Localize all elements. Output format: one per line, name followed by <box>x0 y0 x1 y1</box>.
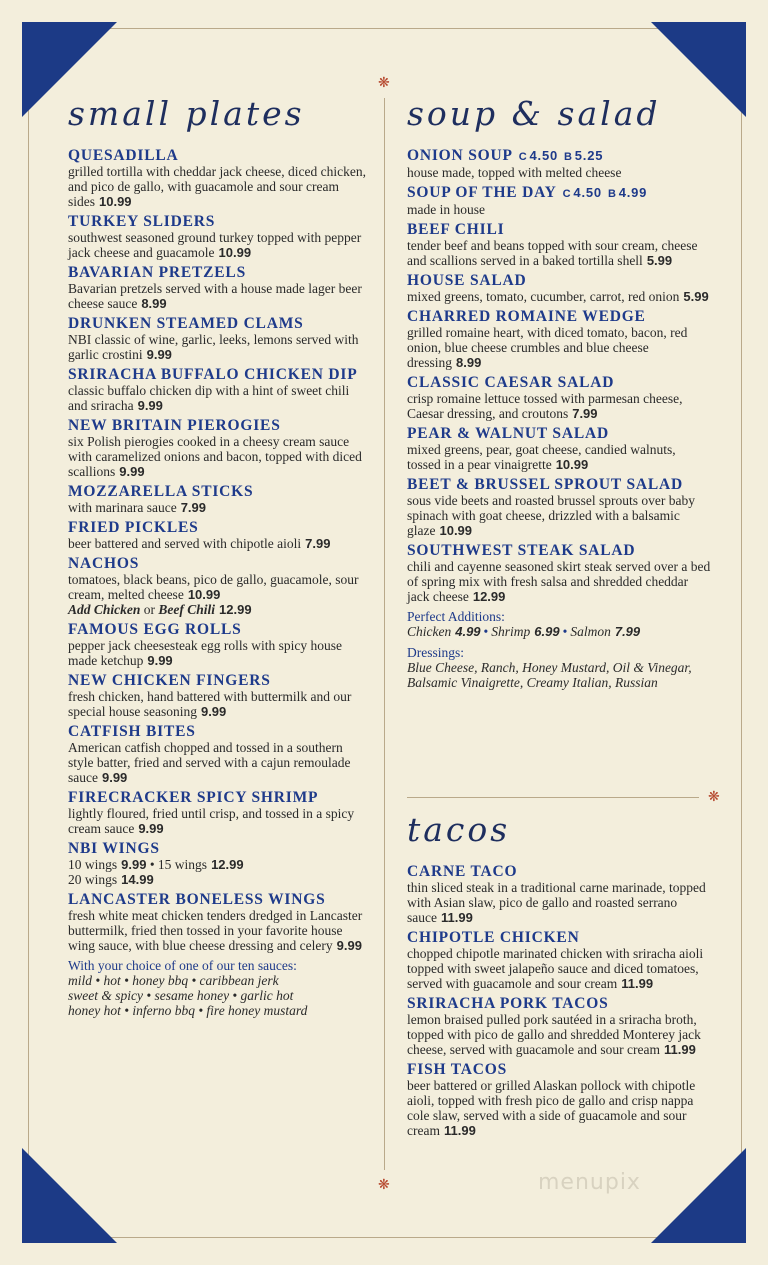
item-name: BAVARIAN PRETZELS <box>68 264 246 281</box>
item-name: DRUNKEN STEAMED CLAMS <box>68 315 304 332</box>
section-divider <box>407 797 699 798</box>
sauce-line: honey hot • inferno bbq • fire honey mustard <box>68 1003 308 1018</box>
item-desc: with marinara sauce 7.99 <box>68 500 207 515</box>
item-price: 9.99 <box>336 938 362 953</box>
item-price: 9.99 <box>146 347 172 362</box>
watermark: menupix <box>538 1170 641 1195</box>
item-name: NACHOS <box>68 555 140 572</box>
menu-item <box>407 1062 712 1138</box>
item-price: 9.99 <box>138 821 164 836</box>
item-name: FAMOUS EGG ROLLS <box>68 621 242 638</box>
item-price: 11.99 <box>621 976 654 991</box>
dressings-list: Blue Cheese, Ranch, Honey Mustard, Oil & Vinegar, Balsamic Vinaigrette, Creamy Italian, Russian <box>407 660 692 690</box>
additions-heading: Perfect Additions: <box>407 609 505 624</box>
item-name: LANCASTER BONELESS WINGS <box>68 891 326 908</box>
item-name: NEW CHICKEN FINGERS <box>68 672 271 689</box>
item-price: 10.99 <box>439 523 473 538</box>
item-desc: pepper jack cheesesteak egg rolls with spicy house made ketchup 9.99 <box>68 638 343 668</box>
menu-item <box>68 520 368 551</box>
menu-item <box>407 930 712 991</box>
menu-item <box>407 375 712 421</box>
item-price: 8.99 <box>141 296 167 311</box>
item-addon: Add Chicken or Beef Chili 12.99 <box>68 602 252 617</box>
menu-item <box>407 996 712 1057</box>
item-desc: crisp romaine lettuce tossed with parmesan cheese, Caesar dressing, and croutons 7.99 <box>407 391 683 421</box>
item-price: 10.99 <box>218 245 252 260</box>
sauce-heading: With your choice of one of our ten sauces: <box>68 958 297 973</box>
additions-list: Chicken 4.99 • Shrimp 6.99 • Salmon 7.99 <box>407 624 641 639</box>
small-plates-section <box>68 94 368 1018</box>
item-price: 5.99 <box>683 289 709 304</box>
menu-item <box>68 214 368 260</box>
menu-item-wings <box>68 841 368 887</box>
item-desc: 10 wings 9.99 • 15 wings 12.99 <box>68 857 244 872</box>
corner-decoration-bottom-right <box>651 1148 746 1243</box>
menu-item <box>68 622 368 668</box>
soup-salad-section <box>407 94 712 690</box>
item-desc: 20 wings 14.99 <box>68 872 154 887</box>
menu-item <box>407 222 712 268</box>
corner-decoration-bottom-left <box>22 1148 117 1243</box>
sauce-line: sweet & spicy • sesame honey • garlic hot <box>68 988 294 1003</box>
menu-item <box>407 273 712 304</box>
item-desc: lemon braised pulled pork sautéed in a sriracha broth, topped with pico de gallo and shredded Monterey jack cheese, served with guacamole and sour cream 11.99 <box>407 1012 701 1057</box>
item-price: 9.99 <box>147 653 173 668</box>
menu-item <box>407 426 712 472</box>
item-desc: six Polish pierogies cooked in a cheesy cream sauce with caramelized onions and bacon, topped with diced scallions 9.99 <box>68 434 362 479</box>
item-name: BEET & BRUSSEL SPROUT SALAD <box>407 476 684 493</box>
menu-item <box>68 790 368 836</box>
menu-item <box>68 892 368 953</box>
item-name: CHARRED ROMAINE WEDGE <box>407 308 646 325</box>
item-price: 9.99 <box>200 704 227 719</box>
item-desc: southwest seasoned ground turkey topped with pepper jack cheese and guacamole 10.99 <box>68 230 362 260</box>
item-desc: NBI classic of wine, garlic, leeks, lemons served with garlic crostini 9.99 <box>68 332 359 362</box>
item-name: ONION SOUP C 4.50 B 5.25 <box>407 147 604 164</box>
item-name: CARNE TACO <box>407 863 518 880</box>
menu-item <box>68 367 368 413</box>
item-desc: tomatoes, black beans, pico de gallo, guacamole, sour cream, melted cheese 10.99 <box>68 572 359 602</box>
item-name: PEAR & WALNUT SALAD <box>407 425 609 442</box>
item-name: MOZZARELLA STICKS <box>68 483 254 500</box>
menu-item <box>68 418 368 479</box>
item-name: BEEF CHILI <box>407 221 505 238</box>
section-title: small plates <box>68 94 305 133</box>
item-desc: mixed greens, tomato, cucumber, carrot, red onion 5.99 <box>407 289 709 304</box>
perfect-additions <box>407 609 712 639</box>
item-desc: tender beef and beans topped with sour cream, cheese and scallions served in a baked tortilla shell 5.99 <box>407 238 698 268</box>
item-name: HOUSE SALAD <box>407 272 527 289</box>
menu-item-nachos <box>68 556 368 617</box>
item-name: FISH TACOS <box>407 1061 508 1078</box>
item-name: FRIED PICKLES <box>68 519 199 536</box>
menu-item <box>407 864 712 925</box>
item-name: CATFISH BITES <box>68 723 196 740</box>
menu-item <box>407 477 712 538</box>
item-desc: beer battered and served with chipotle aioli 7.99 <box>68 536 331 551</box>
item-price: 11.99 <box>664 1042 696 1057</box>
item-desc: chopped chipotle marinated chicken with sriracha aioli topped with sweet jalapeño sauce and diced tomatoes, served with guacamole and sour cream 11.99 <box>407 946 704 991</box>
item-price: 10.99 <box>187 587 221 602</box>
item-desc: house made, topped with melted cheese <box>407 165 622 180</box>
item-desc: mixed greens, pear, goat cheese, candied walnuts, tossed in a pear vinaigrette 10.99 <box>407 442 676 472</box>
sauce-list <box>68 958 368 1018</box>
item-name: QUESADILLA <box>68 147 179 164</box>
item-desc: grilled romaine heart, with diced tomato, bacon, red onion, blue cheese crumbles and blue cheese dressing 8.99 <box>407 325 688 370</box>
item-price: 7.99 <box>305 536 331 551</box>
item-desc: chili and cayenne seasoned skirt steak served over a bed of spring mix with fresh salsa and shredded cheddar jack cheese 12.99 <box>407 559 711 604</box>
menu-item <box>68 724 368 785</box>
section-title: tacos <box>407 810 511 849</box>
menu-item-soup-of-the-day <box>407 185 712 217</box>
item-price: 9.99 <box>137 398 163 413</box>
menu-item <box>407 309 712 370</box>
menu-item <box>68 148 368 209</box>
item-desc: classic buffalo chicken dip with a hint of sweet chili and sriracha 9.99 <box>68 383 350 413</box>
item-desc: beer battered or grilled Alaskan pollock with chipotle aioli, topped with fresh pico de gallo and crisp nappa cole slaw, served with a side of guacamole and sour cream 11.99 <box>407 1078 696 1138</box>
dressings <box>407 645 712 690</box>
item-name: CLASSIC CAESAR SALAD <box>407 374 615 391</box>
item-price: 11.99 <box>443 1123 476 1138</box>
menu-item <box>68 316 368 362</box>
item-name: NEW BRITAIN PIEROGIES <box>68 417 281 434</box>
item-price: 8.99 <box>456 355 482 370</box>
item-price: 10.99 <box>555 457 589 472</box>
item-name: TURKEY SLIDERS <box>68 213 216 230</box>
item-desc: fresh chicken, hand battered with buttermilk and our special house seasoning 9.99 <box>68 689 352 719</box>
item-desc: lightly floured, fried until crisp, and tossed in a spicy cream sauce 9.99 <box>68 806 355 836</box>
sauce-line: mild • hot • honey bbq • caribbean jerk <box>68 973 279 988</box>
item-price: 9.99 <box>101 770 128 785</box>
menu-item <box>407 543 712 604</box>
item-name: SRIRACHA BUFFALO CHICKEN DIP <box>68 366 358 383</box>
tacos-section <box>407 810 712 1143</box>
item-desc: sous vide beets and roasted brussel sprouts over baby spinach with goat cheese, drizzled with a balsamic glaze 10.99 <box>407 493 695 538</box>
item-price: 5.99 <box>646 253 673 268</box>
item-price: 7.99 <box>180 500 207 515</box>
item-desc: fresh white meat chicken tenders dredged in Lancaster buttermilk, fried then tossed in your favorite house wing sauce, with blue cheese dressing and celery 9.99 <box>68 908 363 953</box>
item-price: 9.99 <box>119 464 145 479</box>
item-desc: American catfish chopped and tossed in a southern style batter, fried and served with a cajun remoulade sauce 9.99 <box>68 740 351 785</box>
ornament-icon: ❋ <box>378 1177 390 1193</box>
section-title: soup & salad <box>407 94 661 133</box>
item-name: SRIRACHA PORK TACOS <box>407 995 609 1012</box>
ornament-icon: ❋ <box>378 75 390 91</box>
item-desc: made in house <box>407 202 485 217</box>
item-name: SOUP OF THE DAY C 4.50 B 4.99 <box>407 184 648 201</box>
menu-item-onion-soup <box>407 148 712 180</box>
item-name: NBI WINGS <box>68 840 160 857</box>
item-price: 12.99 <box>472 589 506 604</box>
ornament-icon: ❋ <box>708 789 720 805</box>
item-price: 10.99 <box>99 194 132 209</box>
column-divider <box>384 98 385 1170</box>
item-name: CHIPOTLE CHICKEN <box>407 929 580 946</box>
item-price: 11.99 <box>440 910 473 925</box>
item-name: FIRECRACKER SPICY SHRIMP <box>68 789 319 806</box>
item-desc: thin sliced steak in a traditional carne marinade, topped with Asian slaw, pico de gallo and roasted serrano sauce 11.99 <box>407 880 706 925</box>
item-price: 7.99 <box>572 406 598 421</box>
menu-item <box>68 484 368 515</box>
item-desc: grilled tortilla with cheddar jack cheese, diced chicken, and pico de gallo, with guacamole and sour cream sides 10.99 <box>68 164 366 209</box>
item-desc: Bavarian pretzels served with a house made lager beer cheese sauce 8.99 <box>68 281 362 311</box>
item-name: SOUTHWEST STEAK SALAD <box>407 542 636 559</box>
dressings-heading: Dressings: <box>407 645 464 660</box>
menu-item <box>68 265 368 311</box>
menu-item <box>68 673 368 719</box>
